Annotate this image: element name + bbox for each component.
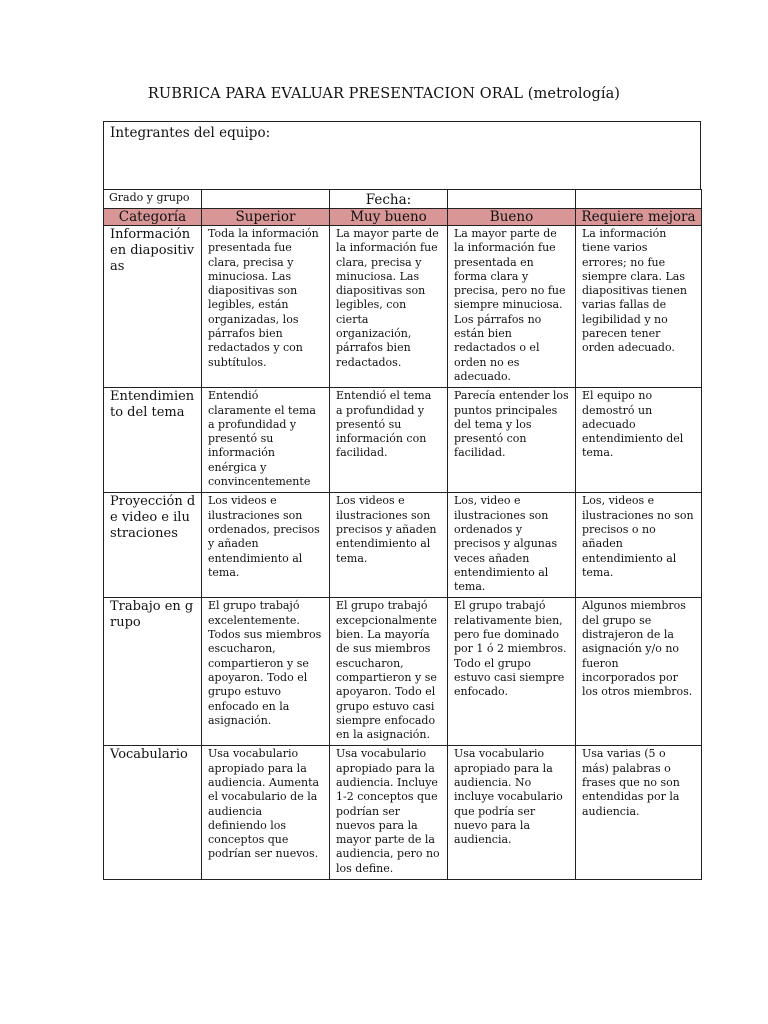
team-members-label: Integrantes del equipo: bbox=[110, 125, 271, 141]
grade-group-label: Grado y grupo bbox=[104, 190, 202, 209]
criterion-cell-requiere-mejora: Usa varias (5 o más) palabras o frases que no son entendidas por la audiencia. bbox=[576, 746, 702, 880]
criterion-cell-superior: Toda la información presentada fue clara, precisa y minuciosa. Las diapositivas son legibles, están organizadas, los párrafos bien redactados y con subtítulos. bbox=[202, 226, 330, 388]
criterion-cell-requiere-mejora: La información tiene varios errores; no fue siempre clara. Las diapositivas tienen varias fallas de legibilidad y no parecen tener orden adecuado. bbox=[576, 226, 702, 388]
criterion-cell-superior: Entendió claramente el tema a profundidad y presentó su información enérgica y convincentemente bbox=[202, 388, 330, 493]
criterion-cell-bueno: Los, video e ilustraciones son ordenados y precisos y algunas veces añaden entendimiento al tema. bbox=[448, 493, 576, 598]
date-field[interactable] bbox=[448, 190, 576, 209]
date-label: Fecha: bbox=[330, 190, 448, 209]
document-title: RUBRICA PARA EVALUAR PRESENTACION ORAL (metrología) bbox=[147, 86, 621, 102]
column-header-muy-bueno: Muy bueno bbox=[330, 209, 448, 226]
criterion-cell-bueno: Usa vocabulario apropiado para la audiencia. No incluye vocabulario que podría ser nuevo para la audiencia. bbox=[448, 746, 576, 880]
criterion-cell-requiere-mejora: El equipo no demostró un adecuado entendimiento del tema. bbox=[576, 388, 702, 493]
criterion-cell-superior: Usa vocabulario apropiado para la audiencia. Aumenta el vocabulario de la audiencia definiendo los conceptos que podrían ser nuevos. bbox=[202, 746, 330, 880]
rubric-row-proyeccion bbox=[104, 493, 702, 598]
category-cell: Vocabulario bbox=[104, 746, 202, 880]
criterion-cell-muy-bueno: El grupo trabajó excepcionalmente bien. La mayoría de sus miembros escucharon, compartieron y se apoyaron. Todo el grupo estuvo casi siempre enfocado en la asignación. bbox=[330, 598, 448, 746]
criterion-cell-muy-bueno: Usa vocabulario apropiado para la audiencia. Incluye 1-2 conceptos que podrían ser nuevos para la mayor parte de la audiencia, pero no los define. bbox=[330, 746, 448, 880]
category-cell: Entendimiento del tema bbox=[104, 388, 202, 493]
rubric-row-vocabulario bbox=[104, 746, 702, 880]
criterion-cell-superior: Los videos e ilustraciones son ordenados, precisos y añaden entendimiento al tema. bbox=[202, 493, 330, 598]
criterion-cell-muy-bueno: Entendió el tema a profundidad y presentó su información con facilidad. bbox=[330, 388, 448, 493]
criterion-cell-requiere-mejora: Algunos miembros del grupo se distrajeron de la asignación y/o no fueron incorporados por los otros miembros. bbox=[576, 598, 702, 746]
criterion-cell-muy-bueno: La mayor parte de la información fue clara, precisa y minuciosa. Las diapositivas son legibles, con cierta organización, párrafos bien redactados. bbox=[330, 226, 448, 388]
column-header-bueno: Bueno bbox=[448, 209, 576, 226]
rubric-row-trabajo-en-grupo bbox=[104, 598, 702, 746]
column-header-categoria: Categoría bbox=[104, 209, 202, 226]
category-cell: Trabajo en grupo bbox=[104, 598, 202, 746]
column-header-row bbox=[104, 209, 702, 226]
criterion-cell-muy-bueno: Los videos e ilustraciones son precisos y añaden entendimiento al tema. bbox=[330, 493, 448, 598]
team-members-box[interactable] bbox=[103, 121, 701, 189]
meta-row bbox=[104, 190, 702, 209]
rubric-row-informacion bbox=[104, 226, 702, 388]
rubric-row-entendimiento bbox=[104, 388, 702, 493]
rubric-table bbox=[103, 189, 702, 880]
date-field-extra[interactable] bbox=[576, 190, 702, 209]
criterion-cell-superior: El grupo trabajó excelentemente. Todos sus miembros escucharon, compartieron y se apoyaron. Todo el grupo estuvo enfocado en la asignación. bbox=[202, 598, 330, 746]
column-header-superior: Superior bbox=[202, 209, 330, 226]
column-header-requiere-mejora: Requiere mejora bbox=[576, 209, 702, 226]
criterion-cell-requiere-mejora: Los, videos e ilustraciones no son precisos o no añaden entendimiento al tema. bbox=[576, 493, 702, 598]
criterion-cell-bueno: La mayor parte de la información fue presentada en forma clara y precisa, pero no fue siempre minuciosa. Los párrafos no están bien redactados o el orden no es adecuado. bbox=[448, 226, 576, 388]
category-cell: Información en diapositivas bbox=[104, 226, 202, 388]
grade-group-field[interactable] bbox=[202, 190, 330, 209]
category-cell: Proyección de video e ilustraciones bbox=[104, 493, 202, 598]
criterion-cell-bueno: Parecía entender los puntos principales del tema y los presentó con facilidad. bbox=[448, 388, 576, 493]
criterion-cell-bueno: El grupo trabajó relativamente bien, pero fue dominado por 1 ó 2 miembros. Todo el grupo estuvo casi siempre enfocado. bbox=[448, 598, 576, 746]
